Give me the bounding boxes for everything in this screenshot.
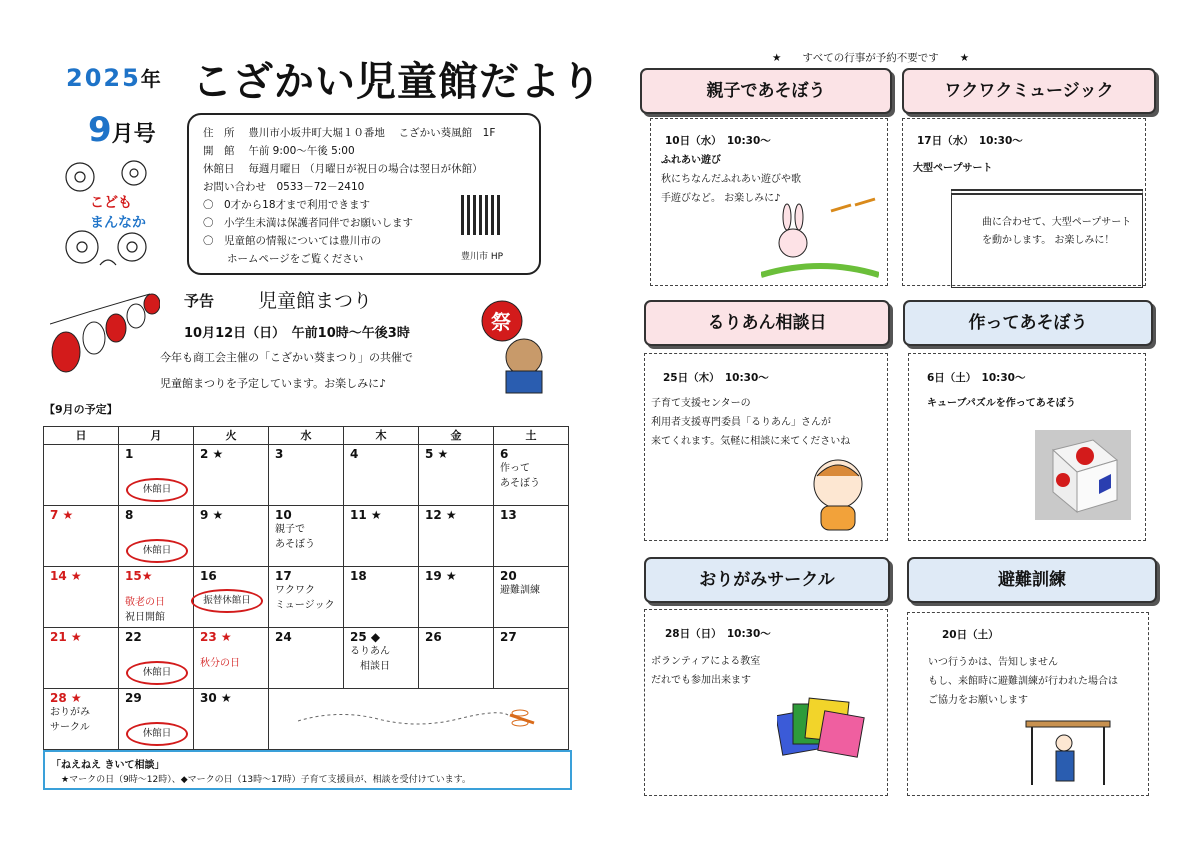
day-cell: 17 ワクワク ミュージック — [269, 567, 344, 628]
event-text: だれでも参加出来ます — [651, 675, 751, 686]
day-cell: 21 ★ — [44, 628, 119, 689]
festival-description: 今年も商工会主催の「こざかい葵まつり」の共催で — [160, 351, 413, 364]
event-when: 17日（水） 10:30～ — [917, 135, 1023, 147]
event-title-oyako: 親子であそぼう — [640, 68, 892, 114]
day-cell: 27 — [494, 628, 569, 689]
note-line: ホームページをご覧ください — [227, 253, 364, 265]
event-text: もし、来館時に避難訓練が行われた場合は — [928, 676, 1118, 687]
closed-day-marker: 休館日 — [126, 722, 188, 746]
day-cell: 2 ★ — [194, 445, 269, 506]
note-line: 〇 0才から18才まで利用できます — [203, 199, 371, 211]
event-text: 子育て支援センターの — [651, 398, 751, 409]
day-cell: 3 — [269, 445, 344, 506]
day-cell: 9 ★ — [194, 506, 269, 567]
event-when: 25日（木） 10:30～ — [663, 372, 769, 384]
day-cell: 25 ◆ るりあん 相談日 — [344, 628, 419, 689]
event-when: 6日（土） 10:30～ — [927, 372, 1026, 384]
hours-line: 開 館 午前 9:00～午後 5:00 — [203, 145, 355, 157]
cube-puzzle-icon — [1035, 430, 1131, 520]
qr-code-icon[interactable] — [461, 195, 501, 235]
day-cell: 16 振替休館日 — [194, 567, 269, 628]
event-title-hinan: 避難訓練 — [907, 557, 1157, 603]
issue-month: 9月号 — [88, 110, 156, 150]
day-cell: 8 休館日 — [119, 506, 194, 567]
event-card-music — [902, 118, 1146, 286]
day-cell: 23 ★ 秋分の日 — [194, 628, 269, 689]
day-cell: 10 親子で あそぼう — [269, 506, 344, 567]
day-cell: 22 休館日 — [119, 628, 194, 689]
stage-icon — [951, 189, 1143, 288]
weekday-mon: 月 — [119, 427, 194, 445]
no-reservation-note: ★ すべての行事が予約不要です ★ — [772, 52, 970, 64]
day-cell: 26 — [419, 628, 494, 689]
weekday-tue: 火 — [194, 427, 269, 445]
event-text: 利用者支援専門委員「るりあん」さんが — [651, 417, 831, 428]
event-when: 20日（土） — [942, 629, 999, 641]
festival-date: 10月12日（日） 午前10時～午後3時 — [184, 326, 410, 341]
consultation-notice — [43, 750, 572, 790]
festival-badge: 祭 — [491, 310, 511, 334]
day-cell: 1 休館日 — [119, 445, 194, 506]
weekday-thu: 木 — [344, 427, 419, 445]
weekday-sun: 日 — [44, 427, 119, 445]
festival-description: 児童館まつりを予定しています。お楽しみに♪ — [160, 377, 387, 390]
day-cell: 6 作って あそぼう — [494, 445, 569, 506]
event-text: 手遊びなど。 お楽しみに♪ — [661, 193, 781, 204]
logo-line1: こども — [90, 195, 132, 211]
baby-icon — [803, 454, 873, 534]
day-cell: 18 — [344, 567, 419, 628]
contact-line: お問い合わせ 0533－72－2410 — [203, 181, 365, 193]
event-text: 来てくれます。気軽に相談に来てくださいね — [651, 436, 851, 447]
festival-name: 児童館まつり — [258, 290, 373, 312]
event-card-origami — [644, 609, 888, 796]
event-text: いつ行うかは、告知しません — [928, 657, 1058, 668]
origami-paper-icon — [777, 696, 869, 758]
closed-day-marker: 休館日 — [126, 478, 188, 502]
day-cell: 11 ★ — [344, 506, 419, 567]
day-cell: 19 ★ — [419, 567, 494, 628]
calendar-grid — [43, 426, 569, 750]
address-line: 住 所 豊川市小坂井町大堀１０番地 こざかい葵風館 1F — [203, 127, 496, 139]
consultation-title: 「ねえねえ きいて相談」 — [51, 760, 165, 771]
event-card-ruriann — [644, 353, 888, 541]
consultation-body: ★マークの日（9時～12時）、◆マークの日（13時～17時）子育て支援員が、相談を受付けています。 — [61, 775, 471, 785]
event-text: ふれあい遊び — [661, 155, 721, 166]
day-cell: 13 — [494, 506, 569, 567]
issue-year: 2025年 — [66, 64, 163, 92]
event-when: 28日（日） 10:30～ — [665, 628, 771, 640]
evacuation-drill-icon — [1024, 717, 1112, 787]
closed-day-marker: 振替休館日 — [191, 589, 263, 613]
closed-day-marker: 休館日 — [126, 661, 188, 685]
qr-caption: 豊川市 HP — [461, 252, 504, 262]
event-card-oyako — [650, 118, 888, 286]
day-cell: 15★ 敬老の日 祝日開館 — [119, 567, 194, 628]
note-line: 〇 児童館の情報については豊川市の — [203, 235, 382, 247]
event-title-music: ワクワクミュージック — [902, 68, 1156, 114]
newsletter-title: こざかい児童館だより — [192, 59, 602, 105]
day-cell: 7 ★ — [44, 506, 119, 567]
preview-label: 予告 — [184, 292, 215, 310]
lantern-icon — [50, 290, 160, 390]
weekday-wed: 水 — [269, 427, 344, 445]
day-cell: 30 ★ — [194, 689, 269, 750]
calendar-heading: 【9月の予定】 — [44, 403, 118, 416]
day-cell: 29 休館日 — [119, 689, 194, 750]
closed-day-marker: 休館日 — [126, 539, 188, 563]
event-text: キューブパズルを作ってあそぼう — [927, 398, 1076, 409]
day-cell: 5 ★ — [419, 445, 494, 506]
stage-text: を動かします。 お楽しみに！ — [982, 235, 1115, 246]
day-cell: 14 ★ — [44, 567, 119, 628]
event-text: 大型ペープサート — [913, 163, 993, 174]
event-card-hinan — [907, 612, 1149, 796]
event-title-origami: おりがみサークル — [644, 557, 890, 603]
day-cell — [44, 445, 119, 506]
weekday-sat: 土 — [494, 427, 569, 445]
event-title-ruriann: るりあん相談日 — [644, 300, 890, 346]
day-cell: 28 ★ おりがみ サークル — [44, 689, 119, 750]
flower-logo-icon — [60, 155, 156, 273]
weekday-fri: 金 — [419, 427, 494, 445]
note-line: 〇 小学生未満は保護者同伴でお願いします — [203, 217, 413, 229]
dragonfly-icon — [298, 705, 538, 729]
festival-bear-icon — [480, 295, 550, 395]
closed-line: 休館日 毎週月曜日 （月曜日が祝日の場合は翌日が休館） — [203, 163, 483, 175]
day-cell: 4 — [344, 445, 419, 506]
info-box — [187, 113, 541, 275]
event-title-tsukutte: 作ってあそぼう — [903, 300, 1153, 346]
event-text: ボランティアによる教室 — [651, 656, 761, 667]
stage-text: 曲に合わせて、大型ペープサート — [982, 217, 1132, 228]
event-when: 10日（水） 10:30～ — [665, 135, 771, 147]
day-cell: 24 — [269, 628, 344, 689]
event-text: ご協力をお願いします — [928, 695, 1028, 706]
logo-line2: まんなか — [90, 215, 146, 231]
day-cell: 20 避難訓練 — [494, 567, 569, 628]
event-text: 秋にちなんだふれあい遊びや歌 — [661, 174, 801, 185]
day-cell: 12 ★ — [419, 506, 494, 567]
rabbit-icon — [761, 191, 879, 279]
event-card-tsukutte — [908, 353, 1146, 541]
